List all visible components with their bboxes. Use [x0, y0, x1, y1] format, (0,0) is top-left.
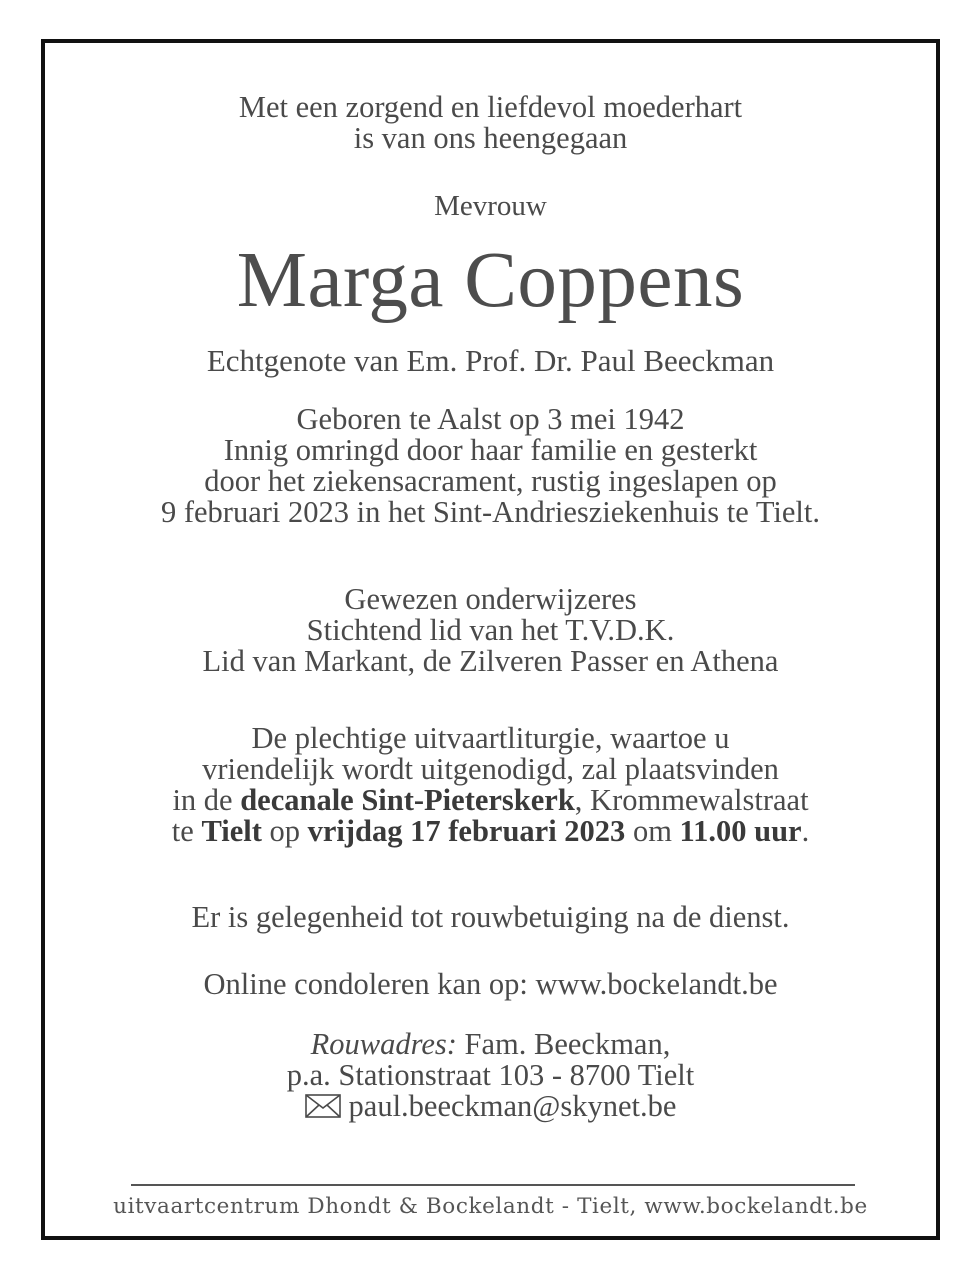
birth-line-2: Innig omringd door haar familie en gesterkt — [223, 433, 758, 467]
spouse-line: Echtgenote van Em. Prof. Dr. Paul Beeckman — [206, 343, 775, 378]
liturgy-date: vrijdag 17 februari 2023 — [307, 814, 626, 848]
liturgy-line-4-mid1: op — [261, 814, 308, 848]
liturgy-line-4 — [45, 816, 936, 847]
liturgy-line-4-mid2: om — [625, 814, 680, 848]
opening-line-2: is van ons heengegaan — [353, 121, 628, 155]
liturgy-paragraph — [45, 723, 936, 847]
opening-line-1: Met een zorgend en liefdevol moederhart — [238, 90, 743, 124]
liturgy-line-3-prefix: in de — [172, 783, 241, 817]
opening-text — [45, 92, 936, 154]
address-family: Fam. Beeckman, — [456, 1027, 671, 1061]
birth-line-4: 9 februari 2023 in het Sint-Andriesziekenhuis te Tielt. — [160, 495, 821, 529]
church-name: decanale Sint-Pieterskerk — [240, 783, 575, 817]
announcement-frame — [41, 39, 940, 1240]
birth-line-3: door het ziekensacrament, rustig ingeslapen op — [204, 464, 777, 498]
address-email: paul.beeckman@skynet.be — [348, 1089, 677, 1123]
birth-paragraph — [45, 404, 936, 528]
footer-text: uitvaartcentrum Dhondt & Bockelandt - Tielt, www.bockelandt.be — [113, 1194, 868, 1219]
liturgy-time: 11.00 uur — [679, 814, 802, 848]
career-line-1: Gewezen onderwijzeres — [344, 582, 637, 616]
liturgy-place: Tielt — [201, 814, 262, 848]
liturgy-line-1: De plechtige uitvaartliturgie, waartoe u — [251, 721, 730, 755]
address-label: Rouwadres: — [310, 1027, 457, 1061]
envelope-icon — [305, 1094, 341, 1118]
liturgy-line-3-suffix: , Krommewalstraat — [574, 783, 809, 817]
liturgy-line-4-end: . — [801, 814, 810, 848]
career-line-2: Stichtend lid van het T.V.D.K. — [306, 613, 675, 647]
footer-divider — [131, 1184, 855, 1186]
condolence-note: Er is gelegenheid tot rouwbetuiging na de dienst. — [191, 900, 790, 934]
address-email-line — [45, 1091, 936, 1122]
salutation: Mevrouw — [434, 190, 547, 222]
online-condolence: Online condoleren kan op: www.bockelandt.be — [203, 967, 778, 1001]
deceased-name: Marga Coppens — [236, 237, 745, 324]
liturgy-line-4-prefix: te — [171, 814, 202, 848]
liturgy-line-3 — [45, 785, 936, 816]
mourning-address — [45, 1029, 936, 1122]
address-line-1 — [45, 1029, 936, 1060]
liturgy-line-2: vriendelijk wordt uitgenodigd, zal plaatsvinden — [202, 752, 779, 786]
career-paragraph — [45, 584, 936, 677]
birth-line-1: Geboren te Aalst op 3 mei 1942 — [296, 402, 685, 436]
address-street: p.a. Stationstraat 103 - 8700 Tielt — [286, 1058, 695, 1092]
career-line-3: Lid van Markant, de Zilveren Passer en Athena — [202, 644, 779, 678]
